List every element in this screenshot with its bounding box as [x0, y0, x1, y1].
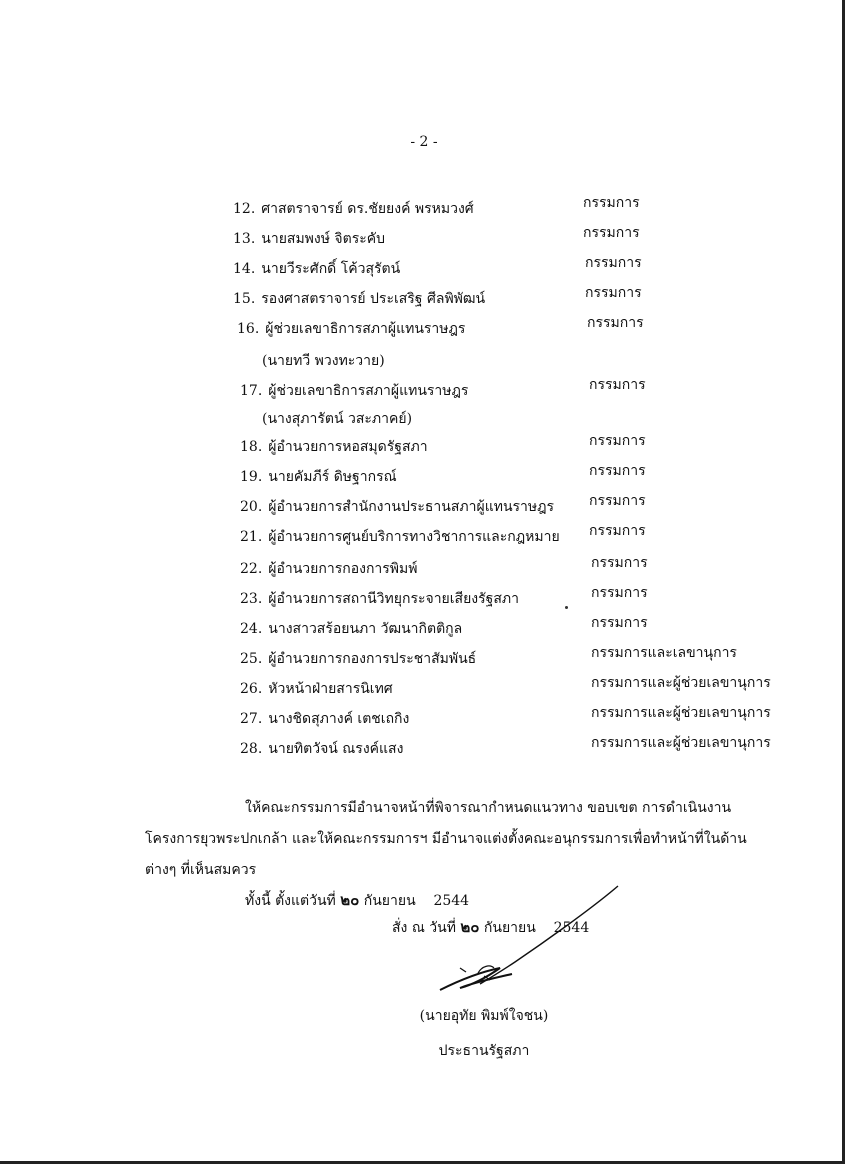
member-row — [240, 526, 560, 548]
member-number: 17. — [240, 383, 263, 399]
scan-speck — [565, 606, 568, 609]
paragraph-line-2: โครงการยุวพระปกเกล้า และให้คณะกรรมการฯ มีอำนาจแต่งตั้งคณะอนุกรรมการเพื่อทำหน้าที่ในด้าน — [145, 831, 747, 847]
member-role: กรรมการ — [587, 315, 644, 331]
member-name: ผู้อำนวยการศูนย์บริการทางวิชาการและกฎหมาย — [268, 529, 560, 545]
member-name: นายสมพงษ์ จิตระคับ — [261, 231, 386, 247]
member-role: กรรมการ — [589, 433, 646, 449]
member-number: 18. — [240, 439, 263, 455]
member-name: นายวีระศักดิ์ โค้วสุรัตน์ — [261, 261, 401, 277]
member-number: 23. — [240, 591, 263, 607]
member-row — [240, 648, 476, 670]
member-name: ผู้อำนวยการกองการประชาสัมพันธ์ — [268, 651, 477, 667]
member-role: กรรมการ — [589, 463, 646, 479]
effective-prefix: ทั้งนี้ ตั้งแต่วันที่ — [245, 893, 336, 909]
member-row — [240, 380, 468, 402]
member-row — [240, 618, 462, 640]
member-number: 15. — [233, 291, 256, 307]
member-role: กรรมการและเลขานุการ — [591, 645, 737, 661]
member-role: กรรมการ — [591, 615, 648, 631]
member-name: ศาสตราจารย์ ดร.ชัยยงค์ พรหมวงศ์ — [261, 201, 474, 217]
member-role: กรรมการ — [583, 225, 640, 241]
member-role: กรรมการ — [585, 255, 642, 271]
member-number: 19. — [240, 469, 263, 485]
member-row — [240, 708, 409, 730]
member-role: กรรมการ — [589, 523, 646, 539]
member-name: ผู้อำนวยการกองการพิมพ์ — [268, 561, 418, 577]
member-subname: (นางสุภารัตน์ วสะภาคย์) — [262, 411, 413, 427]
member-number: 13. — [233, 231, 256, 247]
member-number: 12. — [233, 201, 256, 217]
order-month: กันยายน — [483, 920, 536, 936]
member-row — [240, 678, 393, 700]
member-role: กรรมการ — [591, 555, 648, 571]
member-number: 21. — [240, 529, 263, 545]
order-year: 2544 — [553, 920, 590, 936]
member-number: 16. — [237, 321, 260, 337]
signatory-name: (นายอุทัย พิมพ์ใจชน) — [419, 1008, 549, 1024]
signatory-title: ประธานรัฐสภา — [438, 1043, 530, 1059]
member-number: 28. — [240, 741, 263, 757]
member-row — [233, 258, 400, 280]
member-role: กรรมการและผู้ช่วยเลขานุการ — [591, 735, 771, 751]
effective-year: 2544 — [433, 893, 470, 909]
member-name: ผู้อำนวยการสถานีวิทยุกระจายเสียงรัฐสภา — [268, 591, 520, 607]
member-role: กรรมการ — [585, 285, 642, 301]
member-role: กรรมการ — [589, 377, 646, 393]
member-row — [240, 436, 428, 458]
member-number: 25. — [240, 651, 263, 667]
member-row — [240, 496, 554, 518]
member-role: กรรมการ — [589, 493, 646, 509]
member-name: ผู้ช่วยเลขาธิการสภาผู้แทนราษฎร — [268, 383, 469, 399]
member-row — [240, 738, 403, 760]
member-name: นางชิดสุภางค์ เตชเถกิง — [268, 711, 410, 727]
member-row — [240, 466, 397, 488]
member-number: 27. — [240, 711, 263, 727]
member-name: นายทิตวัจน์ ณรงค์แสง — [268, 741, 404, 757]
member-name: นายคัมภีร์ ดิษฐากรณ์ — [268, 469, 397, 485]
member-role: กรรมการ — [583, 195, 640, 211]
paragraph-line-3: ต่างๆ ที่เห็นสมควร — [145, 862, 257, 878]
member-role: กรรมการ — [591, 585, 648, 601]
member-number: 24. — [240, 621, 263, 637]
member-row — [237, 318, 465, 340]
member-name: หัวหน้าฝ่ายสารนิเทศ — [268, 681, 393, 697]
member-name: ผู้อำนวยการสำนักงานประธานสภาผู้แทนราษฎร — [268, 499, 555, 515]
member-number: 22. — [240, 561, 263, 577]
member-role: กรรมการและผู้ช่วยเลขานุการ — [591, 705, 771, 721]
member-name: รองศาสตราจารย์ ประเสริฐ ศีลพิพัฒน์ — [261, 291, 486, 307]
member-name: ผู้ช่วยเลขาธิการสภาผู้แทนราษฎร — [265, 321, 466, 337]
effective-month: กันยายน — [363, 893, 416, 909]
handwritten-signature — [420, 880, 630, 1000]
paragraph-line-1: ให้คณะกรรมการมีอำนาจหน้าที่พิจารณากำหนดแนวทาง ขอบเขต การดำเนินงาน — [245, 800, 732, 816]
member-row — [240, 558, 418, 580]
member-name: ผู้อำนวยการหอสมุดรัฐสภา — [268, 439, 428, 455]
effective-day: ๒๐ — [340, 891, 360, 909]
order-prefix: สั่ง ณ วันที่ — [392, 920, 456, 936]
member-role: กรรมการและผู้ช่วยเลขานุการ — [591, 675, 771, 691]
member-subname: (นายทวี พวงทะวาย) — [262, 353, 385, 369]
member-number: 14. — [233, 261, 256, 277]
member-row — [233, 288, 485, 310]
page-number: - 2 - — [410, 134, 438, 150]
member-number: 20. — [240, 499, 263, 515]
member-row — [233, 198, 474, 220]
member-row — [240, 588, 519, 610]
order-day: ๒๐ — [460, 918, 480, 936]
member-number: 26. — [240, 681, 263, 697]
member-row — [233, 228, 385, 250]
member-name: นางสาวสร้อยนภา วัฒนากิตติกูล — [268, 621, 463, 637]
